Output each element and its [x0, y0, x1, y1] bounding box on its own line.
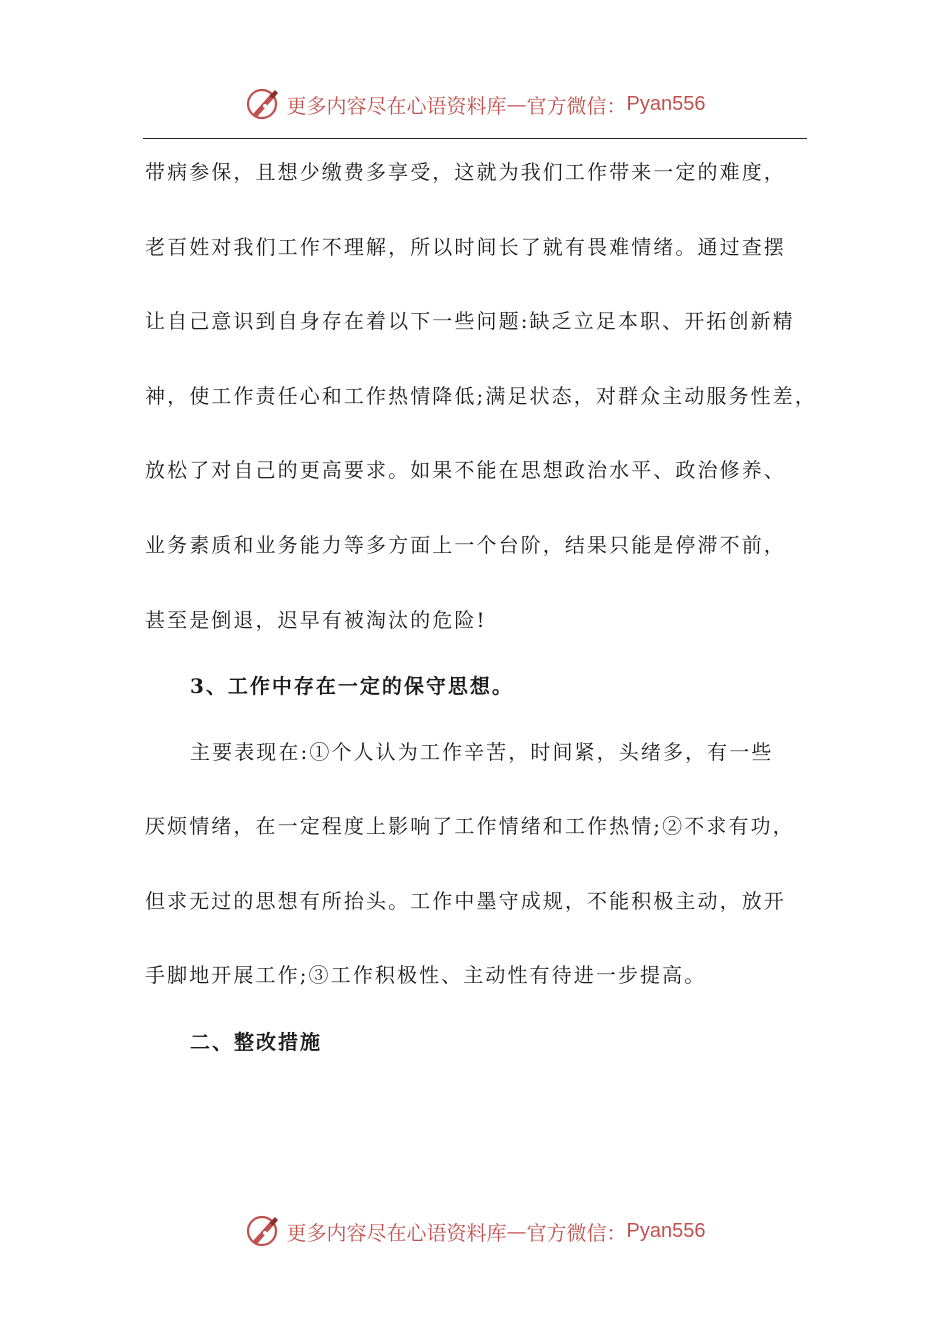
paragraph-line-3: 让自己意识到自身存在着以下一些问题:缺乏立足本职、开拓创新精 [145, 309, 795, 333]
banner-wechat-id: Pyan556 [626, 1219, 706, 1242]
section-heading-3: 3、工作中存在一定的保守思想。 [190, 674, 514, 698]
banner-main-text: 更多内容尽在心语资料库 [286, 1220, 507, 1245]
paragraph-line-10: 但求无过的思想有所抬头。工作中墨守成规，不能积极主动，放开 [145, 889, 786, 913]
banner-wechat-label: 官方微信： [526, 1220, 627, 1245]
header-banner [0, 86, 950, 122]
banner-separator: — [506, 92, 527, 116]
banner-wechat-id: Pyan556 [626, 92, 706, 115]
paragraph-line-5: 放松了对自己的更高要求。如果不能在思想政治水平、政治修养、 [145, 458, 786, 482]
footer-banner [0, 1213, 950, 1249]
header-divider [143, 138, 807, 139]
paragraph-line-1: 带病参保，且想少缴费多享受，这就为我们工作带来一定的难度， [145, 160, 786, 184]
paragraph-line-9: 厌烦情绪，在一定程度上影响了工作情绪和工作热情;②不求有功， [145, 814, 795, 838]
pen-logo-icon [245, 1213, 283, 1249]
paragraph-line-7: 甚至是倒退，迟早有被淘汰的危险! [145, 608, 487, 632]
paragraph-line-8: 主要表现在:①个人认为工作辛苦，时间紧，头绪多，有一些 [190, 740, 774, 764]
pen-logo-icon [245, 86, 283, 122]
banner-separator: — [506, 1219, 527, 1243]
paragraph-line-6: 业务素质和业务能力等多方面上一个台阶，结果只能是停滞不前， [145, 533, 786, 557]
paragraph-line-2: 老百姓对我们工作不理解，所以时间长了就有畏难情绪。通过查摆 [145, 235, 786, 259]
banner-wechat-label: 官方微信： [526, 93, 627, 118]
section-heading-2: 二、整改措施 [190, 1030, 322, 1054]
banner-main-text: 更多内容尽在心语资料库 [286, 93, 507, 118]
paragraph-line-11: 手脚地开展工作;③工作积极性、主动性有待进一步提高。 [145, 963, 707, 987]
paragraph-line-4: 神，使工作责任心和工作热情降低;满足状态，对群众主动服务性差， [145, 384, 817, 408]
